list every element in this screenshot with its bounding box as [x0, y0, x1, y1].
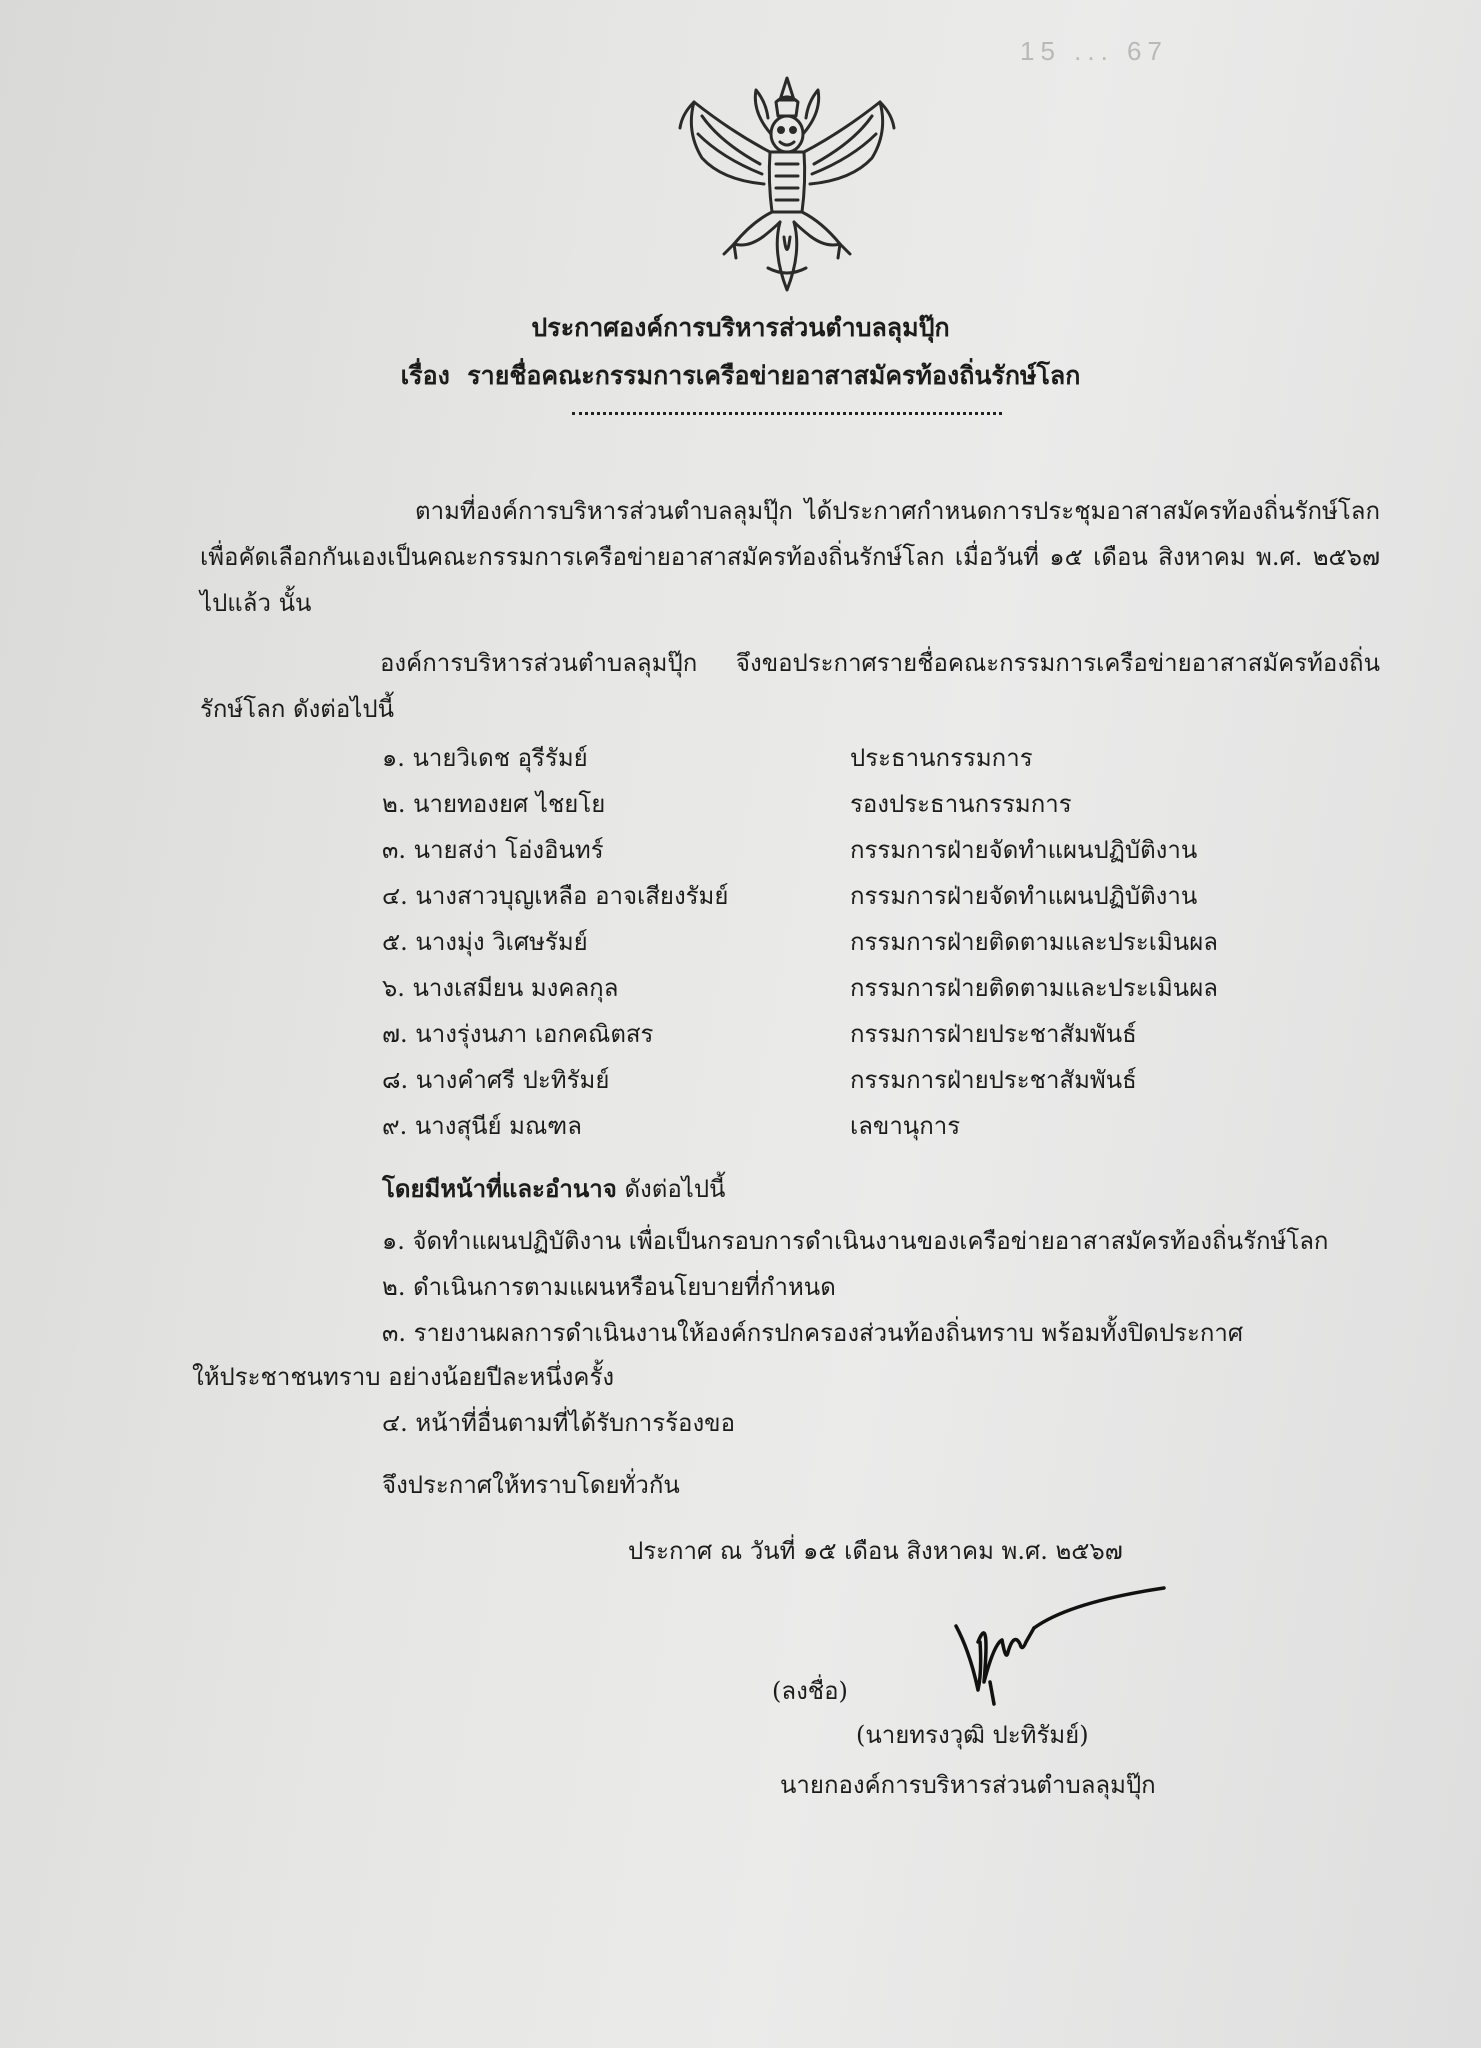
member-role: ประธานกรรมการ — [850, 744, 1033, 772]
paragraph-2: องค์การบริหารส่วนตำบลลุมปุ๊ก จึงขอประกาศรายชื่อคณะกรรมการเครือข่ายอาสาสมัครท้องถิ่นรักษ์โลก ดังต่อไปนี้ — [200, 649, 1380, 723]
garuda-emblem-icon — [672, 72, 902, 297]
list-item — [382, 1011, 1362, 1057]
member-role: กรรมการฝ่ายจัดทำแผนปฏิบัติงาน — [850, 836, 1198, 864]
paragraph-1: ตามที่องค์การบริหารส่วนตำบลลุมปุ๊ก ได้ประกาศกำหนดการประชุมอาสาสมัครท้องถิ่นรักษ์โลก เพื่อคัดเลือกกันเองเป็นคณะกรรมการเครือข่ายอาสาสมัครท้องถิ่นรักษ์โลก เมื่อวันที่ ๑๕ เดือน สิงหาคม พ.ศ. ๒๕๖๗ ไปแล้ว นั้น — [200, 497, 1380, 617]
duty-3-continued: ให้ประชาชนทราบ อย่างน้อยปีละหนึ่งครั้ง — [192, 1363, 615, 1391]
list-item — [382, 781, 1362, 827]
subject-label: เรื่อง — [400, 361, 450, 390]
list-item — [382, 919, 1362, 965]
duties-heading-bold: โดยมีหน้าที่และอำนาจ — [382, 1174, 617, 1203]
member-list — [382, 735, 1362, 1149]
member-role: เลขานุการ — [850, 1112, 961, 1140]
list-item — [382, 1057, 1362, 1103]
member-name: ๘. นางคำศรี ปะทิรัมย์ — [382, 1066, 610, 1094]
duty-2: ๒. ดำเนินการตามแผนหรือนโยบายที่กำหนด — [382, 1273, 836, 1301]
member-role: กรรมการฝ่ายประชาสัมพันธ์ — [850, 1066, 1137, 1094]
signer-position: นายกองค์การบริหารส่วนตำบลลุมปุ๊ก — [780, 1771, 1156, 1799]
announcement-subject — [0, 356, 1481, 396]
list-item — [382, 873, 1362, 919]
member-name: ๒. นายทองยศ ไชยโย — [382, 790, 606, 818]
dotted-divider — [572, 412, 1002, 415]
list-item — [382, 965, 1362, 1011]
duties-heading-rest: ดังต่อไปนี้ — [624, 1175, 726, 1203]
member-role: กรรมการฝ่ายจัดทำแผนปฏิบัติงาน — [850, 882, 1198, 910]
member-role: กรรมการฝ่ายประชาสัมพันธ์ — [850, 1020, 1137, 1048]
list-item — [382, 827, 1362, 873]
duty-3: ๓. รายงานผลการดำเนินงานให้องค์กรปกครองส่วนท้องถิ่นทราบ พร้อมทั้งปิดประกาศ — [382, 1319, 1244, 1347]
member-role: กรรมการฝ่ายติดตามและประเมินผล — [850, 974, 1218, 1002]
subject-text: รายชื่อคณะกรรมการเครือข่ายอาสาสมัครท้องถิ่นรักษ์โลก — [467, 361, 1081, 390]
duty-1: ๑. จัดทำแผนปฏิบัติงาน เพื่อเป็นกรอบการดำเนินงานของเครือข่ายอาสาสมัครท้องถิ่นรักษ์โลก — [382, 1227, 1329, 1255]
member-name: ๙. นางสุนีย์ มณฑล — [382, 1112, 582, 1140]
announcement-date: ประกาศ ณ วันที่ ๑๕ เดือน สิงหาคม พ.ศ. ๒๕๖๗ — [628, 1537, 1123, 1565]
member-name: ๔. นางสาวบุญเหลือ อาจเสียงรัมย์ — [382, 882, 729, 910]
sign-label: (ลงชื่อ) — [772, 1677, 848, 1705]
member-name: ๖. นางเสมียน มงคลกุล — [382, 974, 619, 1002]
list-item — [382, 1103, 1362, 1149]
duty-4: ๔. หน้าที่อื่นตามที่ได้รับการร้องขอ — [382, 1409, 735, 1437]
member-name: ๕. นางมุ่ง วิเศษรัมย์ — [382, 928, 588, 956]
signer-name: (นายทรงวุฒิ ปะทิรัมย์) — [856, 1721, 1089, 1749]
member-name: ๗. นางรุ่งนภา เอกคณิตสร — [382, 1020, 654, 1048]
member-name: ๑. นายวิเดช อุรีรัมย์ — [382, 744, 588, 772]
duties-heading — [382, 1166, 725, 1212]
member-role: กรรมการฝ่ายติดตามและประเมินผล — [850, 928, 1218, 956]
list-item — [382, 735, 1362, 781]
announcement-title: ประกาศองค์การบริหารส่วนตำบลลุมปุ๊ก — [531, 313, 950, 342]
pencil-note: 15 ... 67 — [1020, 36, 1168, 66]
member-name: ๓. นายสง่า โอ่งอินทร์ — [382, 836, 604, 864]
member-role: รองประธานกรรมการ — [850, 790, 1072, 818]
closing-statement: จึงประกาศให้ทราบโดยทั่วกัน — [382, 1471, 680, 1499]
handwritten-signature — [950, 1582, 1170, 1707]
